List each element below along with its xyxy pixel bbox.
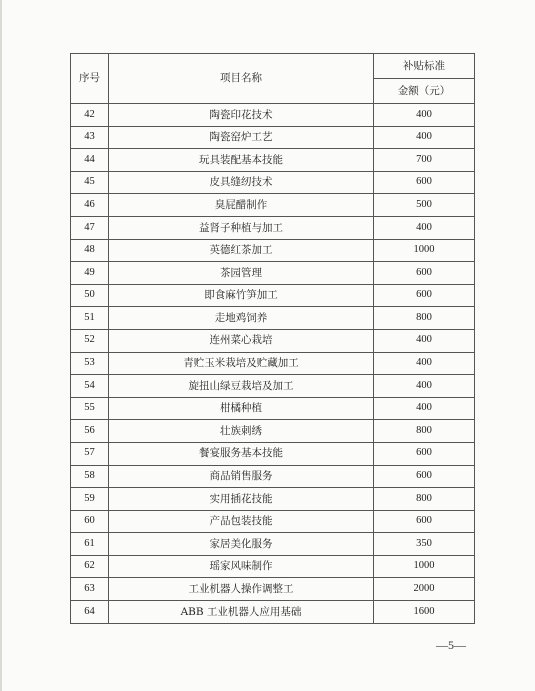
amount-cell: 800 bbox=[374, 420, 475, 443]
amount-cell: 1000 bbox=[374, 239, 475, 262]
project-name-cell: 旋扭山绿豆栽培及加工 bbox=[109, 375, 374, 398]
serial-no-cell: 58 bbox=[71, 465, 109, 488]
serial-no-cell: 57 bbox=[71, 442, 109, 465]
table-row bbox=[71, 601, 475, 624]
serial-no-cell: 49 bbox=[71, 262, 109, 285]
amount-cell: 400 bbox=[374, 216, 475, 239]
amount-cell: 400 bbox=[374, 104, 475, 127]
project-name-cell: 实用插花技能 bbox=[109, 488, 374, 511]
table-row bbox=[71, 194, 475, 217]
amount-cell: 600 bbox=[374, 284, 475, 307]
serial-no-cell: 43 bbox=[71, 126, 109, 149]
amount-cell: 400 bbox=[374, 126, 475, 149]
table-header bbox=[71, 54, 475, 104]
table-row bbox=[71, 555, 475, 578]
project-name-cell: 瑶家风味制作 bbox=[109, 555, 374, 578]
project-name-cell: 益肾子种植与加工 bbox=[109, 216, 374, 239]
table-row bbox=[71, 397, 475, 420]
project-name-cell: 家居美化服务 bbox=[109, 533, 374, 556]
header-subsidy-standard: 补贴标准 bbox=[374, 54, 475, 79]
amount-cell: 1000 bbox=[374, 555, 475, 578]
project-name-cell: 英德红茶加工 bbox=[109, 239, 374, 262]
project-name-cell: 青贮玉米栽培及贮藏加工 bbox=[109, 352, 374, 375]
serial-no-cell: 55 bbox=[71, 397, 109, 420]
table-row bbox=[71, 216, 475, 239]
project-name-cell: 壮族刺绣 bbox=[109, 420, 374, 443]
table-row bbox=[71, 352, 475, 375]
project-name-cell: 连州菜心栽培 bbox=[109, 329, 374, 352]
serial-no-cell: 44 bbox=[71, 149, 109, 172]
table-row bbox=[71, 104, 475, 127]
serial-no-cell: 45 bbox=[71, 171, 109, 194]
amount-cell: 600 bbox=[374, 510, 475, 533]
table-row bbox=[71, 239, 475, 262]
amount-cell: 350 bbox=[374, 533, 475, 556]
subsidy-table bbox=[70, 53, 475, 624]
serial-no-cell: 46 bbox=[71, 194, 109, 217]
project-name-cell: 陶瓷窑炉工艺 bbox=[109, 126, 374, 149]
table-row bbox=[71, 126, 475, 149]
table-row bbox=[71, 465, 475, 488]
serial-no-cell: 61 bbox=[71, 533, 109, 556]
page-edge bbox=[0, 0, 2, 691]
project-name-cell: 即食麻竹笋加工 bbox=[109, 284, 374, 307]
serial-no-cell: 60 bbox=[71, 510, 109, 533]
project-name-cell: 商品销售服务 bbox=[109, 465, 374, 488]
table-row bbox=[71, 442, 475, 465]
project-name-cell: 皮具缝纫技术 bbox=[109, 171, 374, 194]
amount-cell: 400 bbox=[374, 375, 475, 398]
amount-cell: 400 bbox=[374, 352, 475, 375]
table-body bbox=[71, 104, 475, 624]
project-name-cell: 臭屁醋制作 bbox=[109, 194, 374, 217]
amount-cell: 400 bbox=[374, 397, 475, 420]
serial-no-cell: 42 bbox=[71, 104, 109, 127]
serial-no-cell: 62 bbox=[71, 555, 109, 578]
amount-cell: 600 bbox=[374, 262, 475, 285]
project-name-cell: 玩具装配基本技能 bbox=[109, 149, 374, 172]
serial-no-cell: 51 bbox=[71, 307, 109, 330]
project-name-cell: 产品包装技能 bbox=[109, 510, 374, 533]
serial-no-cell: 47 bbox=[71, 216, 109, 239]
serial-no-cell: 48 bbox=[71, 239, 109, 262]
amount-cell: 2000 bbox=[374, 578, 475, 601]
table-row bbox=[71, 488, 475, 511]
serial-no-cell: 52 bbox=[71, 329, 109, 352]
serial-no-cell: 59 bbox=[71, 488, 109, 511]
page-number: —5— bbox=[436, 638, 466, 652]
amount-cell: 600 bbox=[374, 171, 475, 194]
table-row bbox=[71, 420, 475, 443]
amount-cell: 800 bbox=[374, 488, 475, 511]
table-row bbox=[71, 533, 475, 556]
serial-no-cell: 54 bbox=[71, 375, 109, 398]
project-name-cell: 走地鸡饲养 bbox=[109, 307, 374, 330]
serial-no-cell: 53 bbox=[71, 352, 109, 375]
amount-cell: 1600 bbox=[374, 601, 475, 624]
header-amount: 金额（元） bbox=[374, 79, 475, 104]
table-row bbox=[71, 578, 475, 601]
project-name-cell: 茶园管理 bbox=[109, 262, 374, 285]
project-name-cell: 餐宴服务基本技能 bbox=[109, 442, 374, 465]
amount-cell: 600 bbox=[374, 442, 475, 465]
table-row bbox=[71, 510, 475, 533]
table-row bbox=[71, 262, 475, 285]
project-name-cell: 工业机器人操作调整工 bbox=[109, 578, 374, 601]
amount-cell: 800 bbox=[374, 307, 475, 330]
table-row bbox=[71, 171, 475, 194]
project-name-cell: ABB 工业机器人应用基础 bbox=[109, 601, 374, 624]
serial-no-cell: 56 bbox=[71, 420, 109, 443]
amount-cell: 500 bbox=[374, 194, 475, 217]
amount-cell: 700 bbox=[374, 149, 475, 172]
serial-no-cell: 63 bbox=[71, 578, 109, 601]
project-name-cell: 陶瓷印花技术 bbox=[109, 104, 374, 127]
header-project-name: 项目名称 bbox=[109, 54, 374, 104]
table-row bbox=[71, 375, 475, 398]
table-row bbox=[71, 284, 475, 307]
serial-no-cell: 50 bbox=[71, 284, 109, 307]
table-row bbox=[71, 307, 475, 330]
table-row bbox=[71, 329, 475, 352]
table-row bbox=[71, 149, 475, 172]
amount-cell: 400 bbox=[374, 329, 475, 352]
project-name-cell: 柑橘种植 bbox=[109, 397, 374, 420]
header-serial-no: 序号 bbox=[71, 54, 109, 104]
amount-cell: 600 bbox=[374, 465, 475, 488]
serial-no-cell: 64 bbox=[71, 601, 109, 624]
